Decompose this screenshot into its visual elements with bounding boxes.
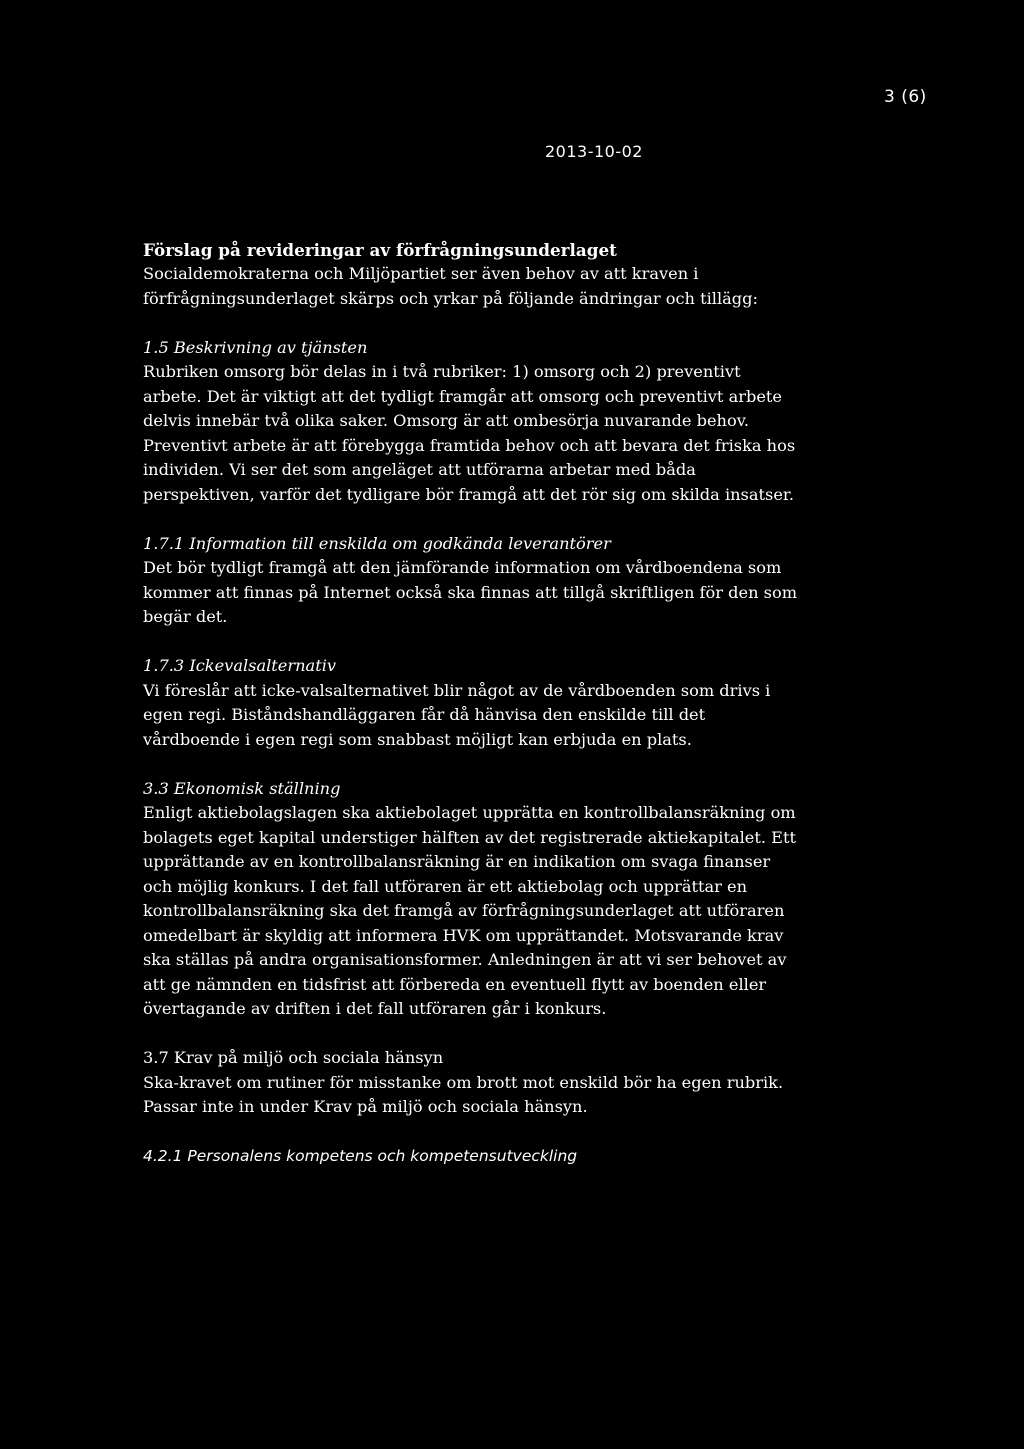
- section-text: Enligt aktiebolagslagen ska aktiebolaget upprätta en kontrollbalansräkning om bolagets eget kapital understiger hälften av det registrerade aktiekapitalet. Ett upprättande av en kontrollbalansräkning är en indikation om svaga finanser och möjlig konkurs. I det fall utföraren är ett aktiebolag och upprättar en kontrollbalansräkning ska det framgå av förfrågningsunderlaget att utföraren omedelbart är skyldig att informera HVK om upprättandet. Motsvarande krav ska ställas på andra organisationsformer. Anledningen är att vi ser behovet av att ge nämnden en tidsfrist att förbereda en eventuell flytt av boenden eller övertagande av driften i det fall utföraren går i konkurs.: [143, 803, 796, 1018]
- section-text: Rubriken omsorg bör delas in i två rubriker: 1) omsorg och 2) preventivt arbete. Det är viktigt att det tydligt framgår att omsorg och preventivt arbete delvis innebär två olika saker. Omsorg är att ombesörja nuvarande behov. Preventivt arbete är att förebygga framtida behov och att bevara det friska hos individen. Vi ser det som angeläget att utförarna arbetar med båda perspektiven, varför det tydligare bör framgå att det rör sig om skilda insatser.: [143, 362, 796, 504]
- document-date: 2013-10-02: [545, 142, 643, 161]
- document-body: [143, 213, 803, 1193]
- section-heading: 3.7 Krav på miljö och sociala hänsyn: [143, 1048, 444, 1067]
- section-3-7: [143, 1046, 803, 1120]
- section-1-5: [143, 336, 803, 508]
- section-heading: 1.5 Beskrivning av tjänsten: [143, 337, 368, 357]
- section-heading: 3.3 Ekonomisk ställning: [143, 778, 341, 798]
- section-1-7-3: [143, 654, 803, 752]
- intro-text: Socialdemokraterna och Miljöpartiet ser även behov av att kraven i förfrågningsunderlaget skärps och yrkar på följande ändringar och tillägg:: [143, 264, 758, 308]
- section-1-7-1: [143, 532, 803, 630]
- section-3-3: [143, 777, 803, 1022]
- section-text: Vi föreslår att icke-valsalternativet blir något av de vårdboenden som drivs i egen regi. Biståndshandläggaren får då hänvisa den enskilde till det vårdboende i egen regi som snabbast möjligt kan erbjuda en plats.: [143, 680, 771, 749]
- page-number: 3 (6): [884, 87, 927, 107]
- section-heading: 1.7.3 Ickevalsalternativ: [143, 656, 337, 675]
- section-text: Ska-kravet om rutiner för misstanke om brott mot enskild bör ha egen rubrik. Passar inte in under Krav på miljö och sociala hänsyn.: [143, 1072, 784, 1116]
- section-heading: 4.2.1 Personalens kompetens och kompetensutveckling: [143, 1147, 578, 1165]
- section-text: Det bör tydligt framgå att den jämförande information om vårdboendena som kommer att finnas på Internet också ska finnas att tillgå skriftligen för den som begär det.: [143, 558, 798, 626]
- section-4-2-1: [143, 1144, 803, 1169]
- section-heading: 1.7.1 Information till enskilda om godkända leverantörer: [143, 533, 611, 553]
- document-title: Förslag på revideringar av förfrågningsunderlaget: [143, 239, 617, 260]
